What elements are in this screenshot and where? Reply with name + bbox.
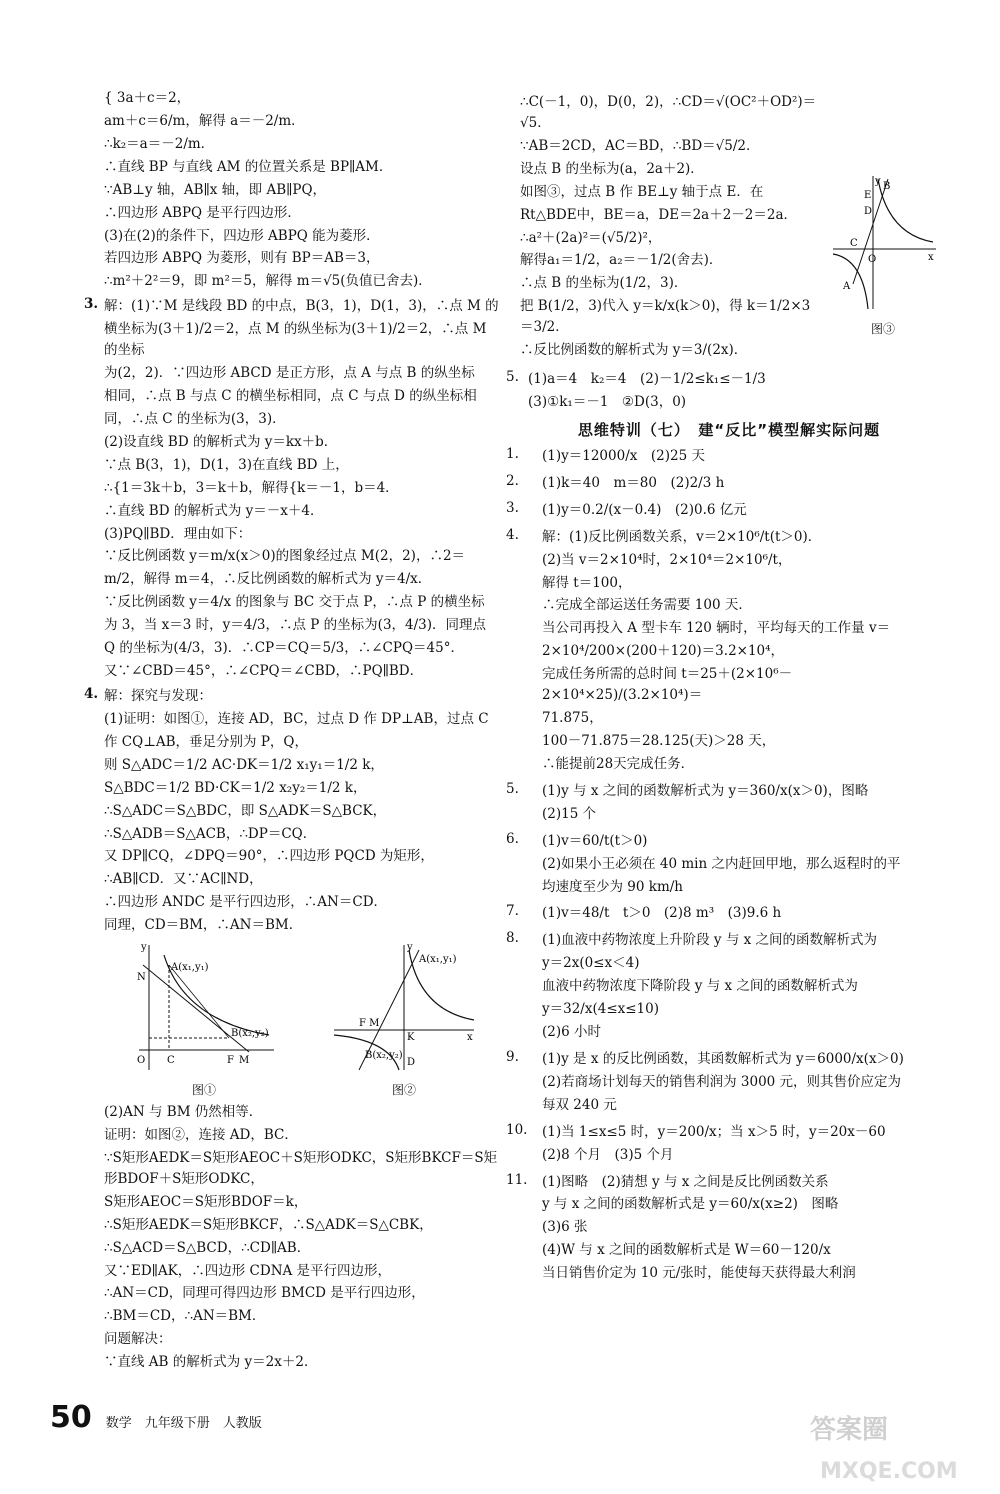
answer-number: 11. xyxy=(506,1171,528,1188)
text-line: ∵AB＝2CD，AC＝BD，∴BD＝√5/2． xyxy=(520,137,760,154)
answer-number: 3. xyxy=(506,499,519,516)
text-line: (3)6 张 xyxy=(542,1219,588,1236)
text-line: ∴S△ADB＝S△ACB，∴DP＝CQ． xyxy=(104,825,317,842)
text-line: 问题解决： xyxy=(104,1331,172,1348)
answer-lines xyxy=(528,1172,938,1285)
text-line: (1)当 1≤x≤5 时，y＝200/x；当 x＞5 时，y＝20x－60 xyxy=(542,1123,886,1140)
right-q5 xyxy=(506,369,938,413)
answer-item xyxy=(506,1121,938,1166)
answer-item xyxy=(506,499,938,521)
figure-2 xyxy=(329,940,479,1098)
text-line: 当日销售价定为 10 元/张时，能使每天获得最大利润 xyxy=(542,1265,856,1282)
answer-number: 4. xyxy=(506,526,519,543)
answer-item xyxy=(506,780,938,825)
answer-lines xyxy=(528,527,938,775)
text-line: 为 3，当 x＝3 时，y＝4/3，∴点 P 的坐标为(3，4/3)．同理点 xyxy=(104,617,487,634)
text-line: (4)W 与 x 之间的函数解析式是 W＝60－120/x xyxy=(542,1242,831,1259)
text-line: ∴直线 BP 与直线 AM 的位置关系是 BP∥AM． xyxy=(104,158,393,175)
text-line: (1)y＝0.2/(x－0.4) (2)0.6 亿元 xyxy=(542,501,747,518)
figure-1 xyxy=(129,940,279,1098)
answers-list xyxy=(506,445,938,1284)
svg-text:y: y xyxy=(141,942,147,954)
text-line: ∴AB∥CD．又∵AC∥ND， xyxy=(104,871,263,888)
svg-text:D: D xyxy=(407,1057,416,1069)
text-line: 设点 B 的坐标为(a，2a＋2)． xyxy=(520,160,704,177)
text-line: 又 DP∥CQ，∠DPQ＝90°，∴四边形 PQCD 为矩形， xyxy=(104,848,434,865)
text-line: ∴反比例函数的解析式为 y＝3/(2x)． xyxy=(520,342,748,359)
answer-lines xyxy=(528,473,938,494)
answer-item xyxy=(506,830,938,898)
answer-lines xyxy=(528,1049,938,1116)
section-title: 思维特训（七） 建“反比”模型解实际问题 xyxy=(577,420,881,439)
right-column xyxy=(506,92,938,1290)
text-line: ∵反比例函数 y＝4/x 的图象与 BC 交于点 P，∴点 P 的横坐标 xyxy=(104,594,485,611)
svg-text:x: x xyxy=(467,1032,473,1044)
figure-3 xyxy=(828,174,938,337)
svg-text:O: O xyxy=(137,1055,146,1067)
figure-2-caption: 图② xyxy=(391,1083,416,1098)
text-line: 当公司再投入 A 型卡车 120 辆时，平均每天的工作量 v＝ xyxy=(542,620,891,637)
text-line: 2×10⁴/200×(200＋120)＝3.2×10⁴， xyxy=(542,643,785,660)
q4-figures xyxy=(104,940,504,1098)
text-line: (1)v＝48/t t＞0 (2)8 m³ (3)9.6 h xyxy=(542,905,782,922)
text-line: 71.875， xyxy=(542,710,603,727)
figure-2-graph xyxy=(329,940,479,1075)
svg-text:A(x₁,y₁): A(x₁,y₁) xyxy=(419,954,457,966)
page-footer xyxy=(50,1400,262,1435)
svg-text:x: x xyxy=(928,252,934,263)
text-line: ∴直线 BD 的解析式为 y＝－x＋4． xyxy=(104,502,324,519)
text-line: (1)y 与 x 之间的函数解析式为 y＝360/x(x＞0)，图略 xyxy=(542,782,869,799)
answer-item xyxy=(506,903,938,924)
svg-text:y: y xyxy=(407,942,413,954)
svg-text:B: B xyxy=(883,181,891,192)
text-line: S矩形AEOC＝S矩形BDOF＝k， xyxy=(104,1193,308,1210)
question-number: 4. xyxy=(84,685,99,702)
answer-lines xyxy=(528,500,938,521)
left-column xyxy=(84,88,504,1375)
text-line: y＝2x(0≤x＜4) xyxy=(542,955,640,972)
text-line: ∵点 B(3，1)，D(1，3)在直线 BD 上， xyxy=(104,456,349,473)
text-line: { 3a＋c＝2， xyxy=(104,90,191,106)
svg-text:C: C xyxy=(167,1055,175,1067)
text-line: 如图③，过点 B 作 BE⊥y 轴于点 E．在 xyxy=(520,183,764,200)
svg-text:E: E xyxy=(864,190,872,201)
text-line: 每双 240 元 xyxy=(542,1096,617,1113)
answer-lines xyxy=(528,930,938,1043)
text-line: am＋c＝6/m，解得 a＝－2/m． xyxy=(104,112,305,129)
text-line: ∴能提前28天完成任务． xyxy=(542,755,695,772)
text-line: ∵反比例函数 y＝m/x(x＞0)的图象经过点 M(2，2)，∴2＝ xyxy=(104,548,466,565)
left-q4 xyxy=(84,685,504,1373)
text-line: (1)血液中药物浓度上升阶段 y 与 x 之间的函数解析式为 xyxy=(542,932,878,949)
watermark-text: 答案圈 xyxy=(810,1415,889,1445)
text-line: 完成任务所需的总时间 t＝25＋(2×10⁶－2×10⁴×25)/(3.2×10⁴)＝ xyxy=(542,666,793,704)
text-line: 横坐标为(3＋1)/2＝2，点 M 的纵坐标为(3＋1)/2＝2，∴点 M 的坐标 xyxy=(104,321,487,359)
text-line: ∵AB⊥y 轴，AB∥x 轴，即 AB∥PQ， xyxy=(104,181,327,198)
svg-text:F M: F M xyxy=(359,1018,380,1030)
text-line: y＝32/x(4≤x≤10) xyxy=(542,1001,660,1018)
answer-number: 7. xyxy=(506,903,519,920)
svg-text:C: C xyxy=(850,238,858,249)
text-line: (2)6 小时 xyxy=(542,1024,602,1041)
text-line: 解得 t＝100， xyxy=(542,574,632,591)
text-line: 100－71.875＝28.125(天)＞28 天， xyxy=(542,732,776,749)
text-line: (2)设直线 BD 的解析式为 y＝kx＋b． xyxy=(104,433,338,450)
text-line: (2)如果小王必须在 40 min 之内赶回甲地，那么返程时的平 xyxy=(542,855,901,872)
text-line: 解得a₁＝1/2，a₂＝－1/2(舍去)． xyxy=(520,252,723,269)
svg-text:O: O xyxy=(868,254,877,265)
text-line: (3)PQ∥BD．理由如下： xyxy=(104,525,252,542)
answer-number: 2. xyxy=(506,472,519,489)
text-line: S△BDC＝1/2 BD·CK＝1/2 x₂y₂＝1/2 k， xyxy=(104,779,367,796)
text-line: (1)y＝12000/x (2)25 天 xyxy=(542,447,705,464)
answer-lines xyxy=(528,831,938,898)
text-line: Rt△BDE中，BE＝a，DE＝2a＋2－2＝2a． xyxy=(520,206,798,223)
right-top-block xyxy=(520,92,820,361)
text-line: 若四边形 ABPQ 为菱形，则有 BP＝AB＝3， xyxy=(104,250,380,267)
svg-text:y: y xyxy=(875,176,881,187)
text-line: (1)v＝60/t(t＞0) xyxy=(542,832,648,849)
q3-lines xyxy=(104,296,504,682)
svg-text:D: D xyxy=(864,206,873,217)
text-line: (1)y 是 x 的反比例函数，其函数解析式为 y＝6000/x(x＞0) xyxy=(542,1050,904,1067)
text-line: ∴S△ADC＝S△BDC，即 S△ADK＝S△BCK， xyxy=(104,802,387,819)
text-line: 把 B(1/2，3)代入 y＝k/x(k＞0)，得 k＝1/2×3＝3/2． xyxy=(520,298,811,336)
text-line: ∴k₂＝a＝－2/m． xyxy=(104,135,215,152)
text-line: ∴S△ACD＝S△BCD，∴CD∥AB． xyxy=(104,1239,311,1256)
text-line: y 与 x 之间的函数解析式是 y＝60/x(x≥2) 图略 xyxy=(542,1196,839,1213)
svg-text:A(x₁,y₁): A(x₁,y₁) xyxy=(171,962,209,974)
svg-text:B(x₂,y₂): B(x₂,y₂) xyxy=(365,1050,403,1062)
question-number: 3. xyxy=(84,296,99,313)
text-line: ∴a²＋(2a)²＝(√5/2)²， xyxy=(520,229,662,246)
svg-text:N: N xyxy=(137,972,146,984)
answer-lines xyxy=(528,781,938,825)
text-line: ∴四边形 ABPQ 是平行四边形． xyxy=(104,204,301,221)
text-line: ∴完成全部运送任务需要 100 天． xyxy=(542,597,752,614)
answer-lines xyxy=(528,903,938,924)
text-line: 解：(1)反比例函数关系，v＝2×10⁶/t(t＞0)． xyxy=(542,528,822,545)
text-line: (1)a＝4 k₂＝4 (2)－1/2≤k₁≤－1/3 xyxy=(528,371,766,388)
text-line: 则 S△ADC＝1/2 AC·DK＝1/2 x₁y₁＝1/2 k， xyxy=(104,756,384,773)
text-line: (3)①k₁＝－1 ②D(3，0) xyxy=(528,393,687,410)
text-line: 证明：如图②，连接 AD，BC． xyxy=(104,1127,298,1144)
answer-item xyxy=(506,472,938,494)
answer-item xyxy=(506,445,938,467)
text-line: (2)AN 与 BM 仍然相等． xyxy=(104,1104,263,1121)
answer-number: 5. xyxy=(506,780,519,797)
text-line: 又∵∠CBD＝45°，∴∠CPQ＝∠CBD，∴PQ∥BD． xyxy=(104,663,424,680)
watermark-logo xyxy=(800,1400,990,1490)
book-info: 数学 九年级下册 人教版 xyxy=(105,1416,262,1431)
text-line: ∴S矩形AEDK＝S矩形BKCF，∴S△ADK＝S△CBK， xyxy=(104,1216,433,1233)
text-line: 同理，CD＝BM，∴AN＝BM． xyxy=(104,917,303,934)
text-line: 解：探究与发现： xyxy=(104,687,212,704)
svg-text:F: F xyxy=(227,1055,234,1067)
answer-item xyxy=(506,1171,938,1285)
text-line: 解：(1)∵M 是线段 BD 的中点，B(3，1)，D(1，3)，∴点 M 的 xyxy=(104,298,499,315)
text-line: ∴C(－1，0)，D(0，2)，∴CD＝√(OC²＋OD²)＝√5． xyxy=(520,94,817,131)
text-line: ∴m²＋2²＝9，即 m²＝5，解得 m＝√5(负值已舍去)． xyxy=(104,273,432,290)
text-line: ∴BM＝CD，∴AN＝BM． xyxy=(104,1308,266,1325)
text-line: 为(2，2)．∵四边形 ABCD 是正方形，点 A 与点 B 的纵坐标 xyxy=(104,365,475,382)
text-line: ∴AN＝CD，同理可得四边形 BMCD 是平行四边形， xyxy=(104,1285,425,1302)
answer-number: 10. xyxy=(506,1121,528,1138)
text-line: (2)若商场计划每天的销售利润为 3000 元，则其售价应定为 xyxy=(542,1073,902,1090)
answer-item xyxy=(506,526,938,775)
text-line: 作 CQ⊥AB，垂足分别为 P，Q， xyxy=(104,733,308,750)
text-line: (3)在(2)的条件下，四边形 ABPQ 能为菱形． xyxy=(104,227,380,244)
text-line: m/2，解得 m＝4，∴反比例函数的解析式为 y＝4/x． xyxy=(104,571,432,588)
svg-text:B(x₂,y₂): B(x₂,y₂) xyxy=(231,1028,269,1040)
text-line: ∵S矩形AEDK＝S矩形AEOC＋S矩形ODKC，S矩形BKCF＝S矩形BDOF＋S矩形ODKC， xyxy=(104,1149,498,1187)
svg-text:K: K xyxy=(407,1032,415,1044)
answer-number: 9. xyxy=(506,1048,519,1065)
page-number: 50 xyxy=(50,1400,92,1435)
q5-lines xyxy=(520,369,938,413)
text-line: ∴四边形 ANDC 是平行四边形，∴AN＝CD． xyxy=(104,894,388,911)
left-q3 xyxy=(84,296,504,682)
text-line: (1)k＝40 m＝80 (2)2/3 h xyxy=(542,474,725,491)
answer-number: 6. xyxy=(506,830,519,847)
answer-number: 8. xyxy=(506,930,519,947)
figure-3-caption: 图③ xyxy=(870,322,895,336)
text-line: 同，∴点 C 的坐标为(3，3)． xyxy=(104,410,286,427)
question-number: 5. xyxy=(506,369,519,386)
figure-3-graph xyxy=(828,174,938,314)
text-line: (2)15 个 xyxy=(542,805,597,822)
answer-lines xyxy=(528,446,938,467)
text-line: 又∵ED∥AK，∴四边形 CDNA 是平行四边形， xyxy=(104,1262,392,1279)
answer-item xyxy=(506,1048,938,1116)
q4-lines xyxy=(104,686,504,936)
text-line: ∴{1＝3k＋b，3＝k＋b，解得{k＝－1，b＝4． xyxy=(104,479,399,496)
answer-lines xyxy=(528,1122,938,1166)
watermark-url: MXQE.COM xyxy=(820,1459,958,1484)
svg-text:M: M xyxy=(239,1055,250,1067)
text-line: 均速度至少为 90 km/h xyxy=(542,878,683,895)
answer-item xyxy=(506,930,938,1043)
text-line: 血液中药物浓度下降阶段 y 与 x 之间的函数解析式为 xyxy=(542,978,858,995)
text-line: (1)图略 (2)猜想 y 与 x 之间是反比例函数关系 xyxy=(542,1173,829,1190)
text-line: (2)8 个月 (3)5 个月 xyxy=(542,1146,674,1163)
answer-number: 1. xyxy=(506,445,519,462)
figure-1-caption: 图① xyxy=(191,1083,216,1098)
svg-text:A: A xyxy=(843,281,851,292)
text-line: Q 的坐标为(4/3，3)．∴CP＝CQ＝5/3，∴∠CPQ＝45°． xyxy=(104,640,464,657)
figure-1-graph xyxy=(129,940,279,1075)
q4-lines-continued xyxy=(104,1102,504,1373)
text-line: (1)证明：如图①，连接 AD，BC，过点 D 作 DP⊥AB，过点 C xyxy=(104,710,489,727)
text-line: ∵直线 AB 的解析式为 y＝2x＋2． xyxy=(104,1354,318,1371)
text-line: 相同，∴点 B 与点 C 的横坐标相同，点 C 与点 D 的纵坐标相 xyxy=(104,387,477,404)
text-line: (2)当 v＝2×10⁴时，2×10⁴＝2×10⁶/t， xyxy=(542,551,792,568)
text-line: ∴点 B 的坐标为(1/2，3)． xyxy=(520,275,688,292)
left-top-block xyxy=(104,88,504,292)
